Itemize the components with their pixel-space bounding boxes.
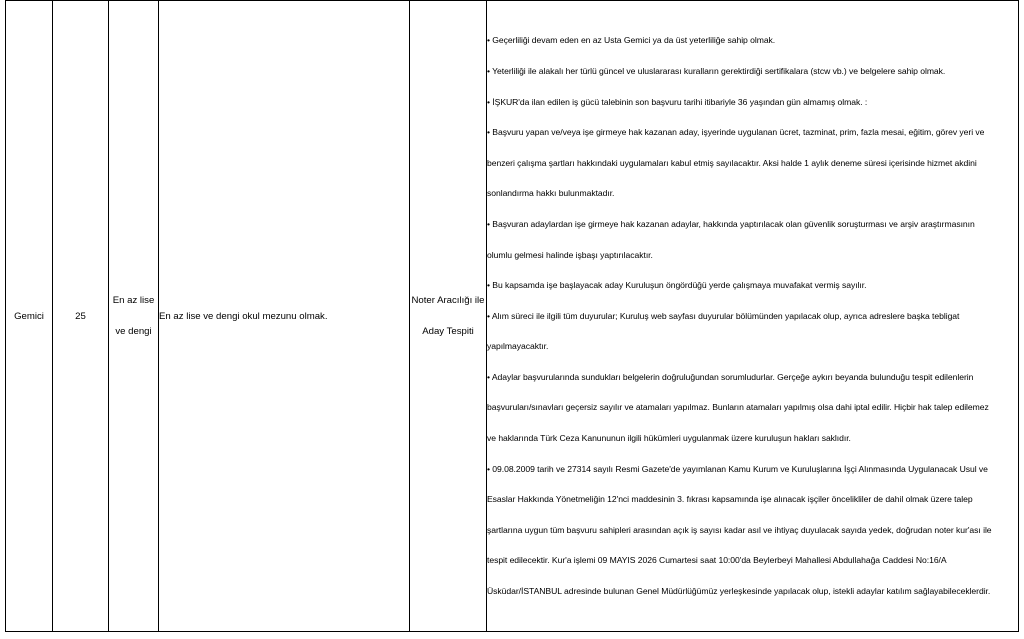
requirement-line: • Adaylar başvurularında sundukları belgelerin doğruluğundan sorumludurlar. Gerçeğe aykırı beyanda bulunduğu tespit edilenlerin [487,371,974,382]
requirement-line: • Başvuran adaylardan işe girmeye hak kazanan adaylar, hakkında yaptırılacak olan güvenlik soruşturması ve arşiv araştırmasının [487,218,975,229]
requirement-line: • Yeterliliği ile alakalı her türlü güncel ve uluslararası kuralların gerektirdiği sertifikalara (stcw vb.) ve belgelere sahip olmak. [487,65,946,76]
requirement-line: tespit edilecektir. Kur'a işlemi 09 MAYIS 2026 Cumartesi saat 10:00'da Beylerbeyi Mahallesi Abdullahağa Caddesi No:16/A [487,555,947,566]
requirement-line: Esaslar Hakkında Yönetmeliğin 12'nci maddesinin 3. fıkrası kapsamında işe alınacak işçiler öncelikliler de dahil olmak üzere talep [487,494,973,505]
selection-method-line-1: Noter Aracılığı ile [411,295,485,306]
position-title-cell: Gemici [6,1,53,632]
requirement-line: şartlarına uygun tüm başvuru sahipleri arasından açık iş sayısı kadar asıl ve ihtiyaç duyulacak sayıda yedek, doğrudan noter kur'ası ile [487,524,992,535]
requirement-line: • Geçerliliği devam eden en az Usta Gemici ya da üst yeterliliğe sahip olmak. [487,35,776,46]
requirement-line: Üsküdar/İSTANBUL adresinde bulunan Genel Müdürlüğümüz yerleşkesinde yapılacak olup, istekli adaylar katılım sağlayabileceklerdir. [487,586,991,597]
education-detail-cell: En az lise ve dengi okul mezunu olmak. [159,1,410,632]
education-level-cell [109,1,159,632]
education-level-line-1: En az lise [112,295,155,306]
selection-method-cell [410,1,487,632]
table-row [6,1,1019,632]
requirement-line: • İŞKUR'da ilan edilen iş gücü talebinin son başvuru tarihi itibariyle 36 yaşından gün almamış olmak. : [487,96,868,107]
job-listing-table [5,0,1019,632]
requirement-line: başvuruları/sınavları geçersiz sayılır ve atamaları yapılmaz. Bunların atamaları yapılmış olsa dahi iptal edilir. Hiçbir hak talep edilemez [487,402,989,413]
education-level-line-2: ve dengi [115,326,152,337]
requirement-line: olumlu gelmesi halinde işbaşı yaptırılacaktır. [487,249,653,260]
position-count-cell: 25 [53,1,109,632]
requirement-line: sonlandırma hakkı bulunmaktadır. [487,188,615,199]
requirement-line: ve haklarında Türk Ceza Kanununun ilgili hükümleri uygulanmak üzere kuruluşun hakları saklıdır. [487,433,851,444]
selection-method-line-2: Aday Tespiti [422,326,474,337]
requirement-line: • 09.08.2009 tarih ve 27314 sayılı Resmi Gazete'de yayımlanan Kamu Kurum ve Kuruluşlarına İşçi Alınmasında Uygulanacak Usul ve [487,463,988,474]
requirement-line: • Başvuru yapan ve/veya işe girmeye hak kazanan aday, işyerinde uygulanan ücret, tazminat, prim, fazla mesai, eğitim, görev yeri ve [487,127,985,138]
requirements-cell [487,1,1019,632]
requirement-line: • Bu kapsamda işe başlayacak aday Kuruluşun öngördüğü yerde çalışmaya muvafakat vermiş sayılır. [487,280,867,291]
requirement-line: • Alım süreci ile ilgili tüm duyurular; Kuruluş web sayfası duyurular bölümünden yapılacak olup, ayrıca adreslere başka tebligat [487,310,960,321]
requirements-list [487,25,1018,606]
requirement-line: yapılmayacaktır. [487,341,549,352]
requirement-line: benzeri çalışma şartları hakkındaki uygulamaları kabul etmiş sayılacaktır. Aksi halde 1 aylık deneme süresi içerisinde hizmet akdini [487,157,977,168]
